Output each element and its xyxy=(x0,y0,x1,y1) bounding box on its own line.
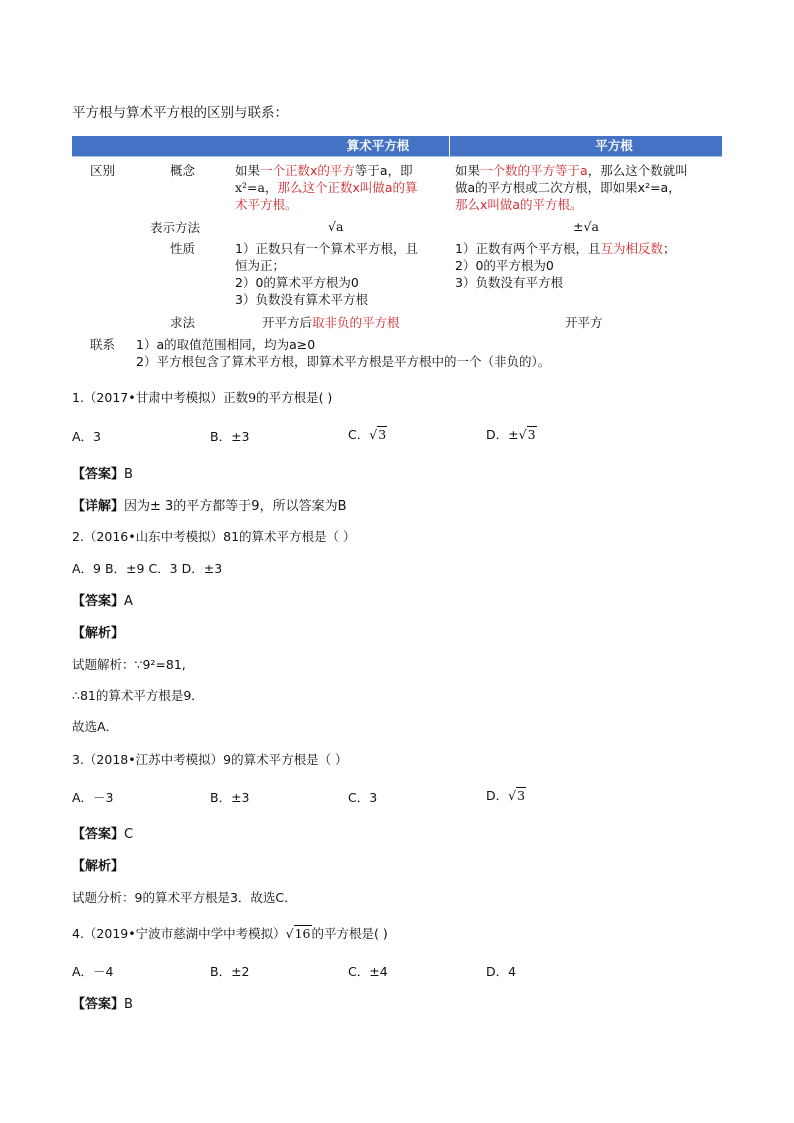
q2-options: A．9 B．±9 C．3 D．±3 xyxy=(72,561,223,576)
property-square-line1: 1）正数有两个平方根，且互为相反数； xyxy=(455,241,676,256)
row-label-property: 性质 xyxy=(170,241,196,256)
method-arithmetic: 开平方后取非负的平方根 xyxy=(262,315,400,330)
question-1-stem: 1.（2017•甘肃中考模拟）正数9的平方根是( ) xyxy=(72,390,333,405)
comparison-table-header xyxy=(72,136,722,156)
q3-option-c: C．3 xyxy=(348,790,378,805)
concept-arithmetic-line3: 术平方根。 xyxy=(235,197,298,212)
concept-arithmetic-line2: x²=a，那么这个正数x叫做a的算 xyxy=(235,180,418,195)
notation-square: ±√a xyxy=(573,219,599,234)
q4-option-b: B．±2 xyxy=(210,964,250,979)
q4-option-c: C．±4 xyxy=(348,964,388,979)
concept-square-line2: 做a的平方根或二次方根，即如果x²=a， xyxy=(455,180,681,195)
relation-line1: 1）a的取值范围相同，均为a≥0 xyxy=(136,337,316,352)
notation-arithmetic: √a xyxy=(328,219,344,234)
sqrt-symbol: √3 xyxy=(518,427,536,442)
q4-answer: 【答案】B xyxy=(72,997,133,1012)
concept-square-line1: 如果一个数的平方等于a，那么这个数就叫 xyxy=(455,163,688,178)
concept-arithmetic-line1: 如果一个正数x的平方等于a，即 xyxy=(235,163,413,178)
q1-option-a: A．3 xyxy=(72,429,102,444)
q1-option-d: D．±√3 xyxy=(486,427,536,442)
header-divider xyxy=(449,136,450,156)
section-title: 平方根与算术平方根的区别与联系： xyxy=(72,105,288,121)
q3-analysis: 试题分析：9的算术平方根是3．故选C． xyxy=(72,890,297,905)
q2-analysis-line1: 试题解析：∵9²=81, xyxy=(72,657,186,672)
method-square: 开平方 xyxy=(565,315,603,330)
q3-option-d: D．√3 xyxy=(486,788,526,803)
property-square-line3: 3）负数没有平方根 xyxy=(455,275,563,290)
question-4-stem: 4.（2019•宁波市慈湖中学中考模拟）√16的平方根是( ) xyxy=(72,926,388,941)
q3-option-b: B．±3 xyxy=(210,790,250,805)
q2-analysis-line2: ∴81的算术平方根是9． xyxy=(72,688,204,703)
row-label-difference: 区别 xyxy=(90,163,116,178)
q4-option-a: A．－4 xyxy=(72,964,114,979)
property-square-line2: 2）0的平方根为0 xyxy=(455,258,554,273)
row-label-concept: 概念 xyxy=(170,163,196,178)
relation-line2: 2）平方根包含了算术平方根，即算术平方根是平方根中的一个（非负的）。 xyxy=(136,354,551,369)
q3-analysis-label: 【解析】 xyxy=(72,859,125,874)
q4-option-d: D．4 xyxy=(486,964,517,979)
property-arithmetic-line3: 2）0的算术平方根为0 xyxy=(235,275,359,290)
q1-option-b: B．±3 xyxy=(210,429,250,444)
q2-analysis-line3: 故选A． xyxy=(72,719,119,734)
q3-answer: 【答案】C xyxy=(72,827,134,842)
header-arithmetic-root: 算术平方根 xyxy=(346,138,410,153)
row-label-method: 求法 xyxy=(170,315,196,330)
row-label-notation: 表示方法 xyxy=(150,220,201,235)
q1-answer: 【答案】B xyxy=(72,467,133,482)
q1-option-c: C．√3 xyxy=(348,427,387,442)
q3-option-a: A．－3 xyxy=(72,790,114,805)
row-label-relation: 联系 xyxy=(90,337,116,352)
property-arithmetic-line4: 3）负数没有算术平方根 xyxy=(235,292,368,307)
property-arithmetic-line2: 恒为正； xyxy=(235,258,286,273)
sqrt-symbol: √3 xyxy=(508,788,526,803)
sqrt-symbol: √3 xyxy=(369,427,387,442)
concept-square-line3: 那么x叫做a的平方根。 xyxy=(455,197,583,212)
header-square-root: 平方根 xyxy=(595,138,633,153)
question-2-stem: 2.（2016•山东中考模拟）81的算术平方根是（ ） xyxy=(72,529,356,544)
question-3-stem: 3.（2018•江苏中考模拟）9的算术平方根是（ ） xyxy=(72,752,348,767)
q2-answer: 【答案】A xyxy=(72,594,133,609)
q1-detail: 【详解】因为± 3的平方都等于9，所以答案为B xyxy=(72,499,347,514)
table-rule xyxy=(72,156,722,157)
q2-analysis-label: 【解析】 xyxy=(72,626,125,641)
property-arithmetic-line1: 1）正数只有一个算术平方根，且 xyxy=(235,241,418,256)
sqrt-symbol: √16 xyxy=(285,926,311,941)
